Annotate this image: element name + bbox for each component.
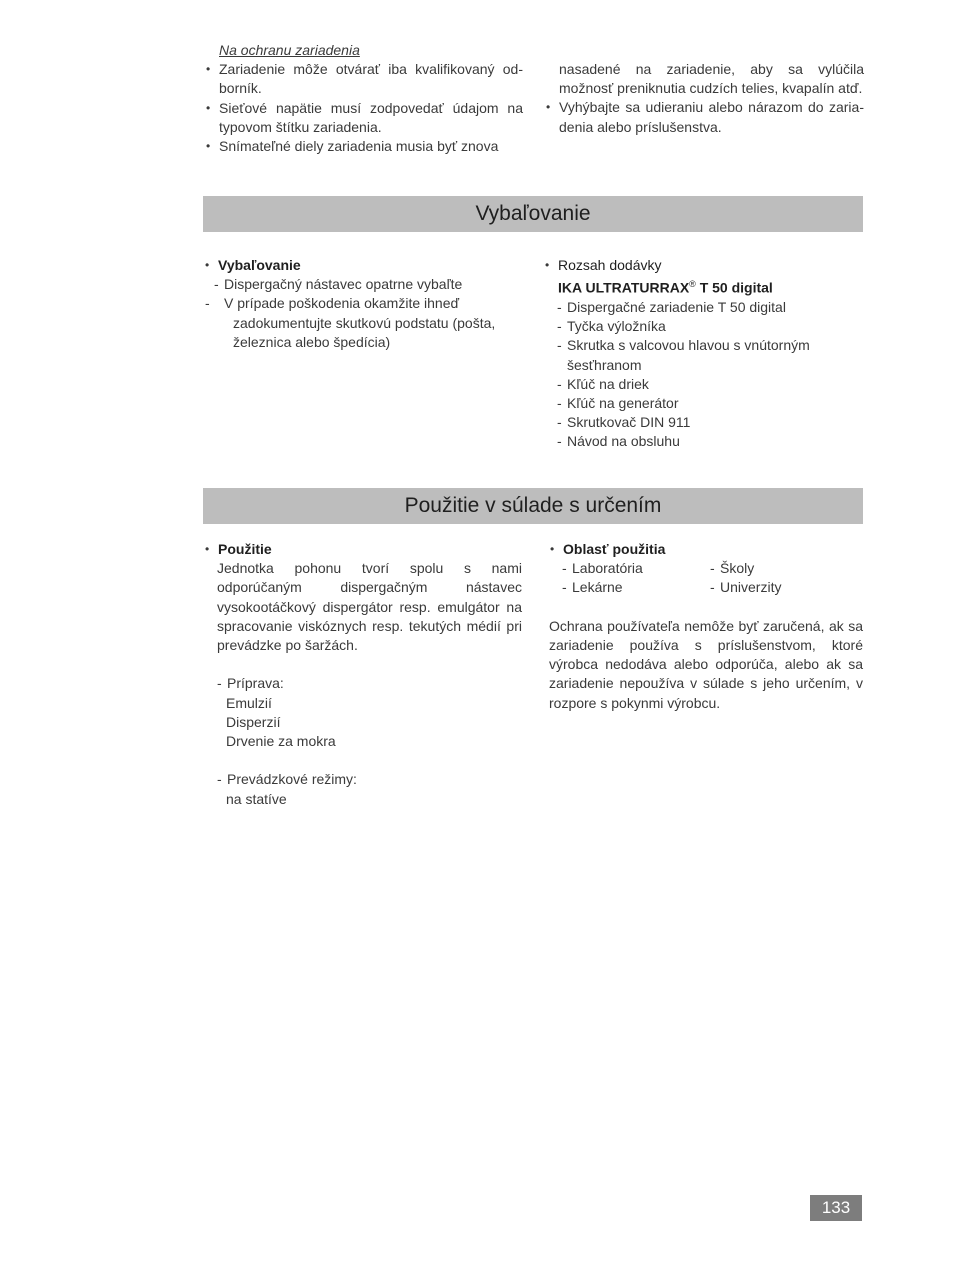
operating-modes-label: - Prevádzkové režimy: [217, 770, 522, 789]
application-area-item: - Univerzity [710, 578, 781, 597]
delivery-item: - Dispergačné zariadenie T 50 digital [557, 298, 863, 317]
protection-continuation: nasadené na zariadenie, aby sa vylúčila možnosť preniknutia cudzích telies, kvapalín atď. [559, 61, 864, 97]
product-model-text: T 50 digital [695, 279, 773, 296]
delivery-item: - Tyčka výložníka [557, 317, 863, 336]
usage-right-column [549, 540, 863, 713]
preparation-label: - Príprava: [217, 674, 522, 693]
unpacking-heading-text: Vybaľovanie [218, 257, 301, 273]
unpacking-heading [205, 256, 525, 275]
usage-heading [205, 540, 522, 559]
preparation-item: Disperzií [226, 713, 281, 730]
delivery-item: - Skrutkovač DIN 911 [557, 413, 863, 432]
preparation-item: Emulzií [226, 694, 272, 711]
unpacking-item: - Dispergačný nástavec opatrne vybaľte [214, 275, 525, 294]
usage-paragraph: Jednotka pohonu tvorí spolu s nami odporúčaným dispergačným nástavec vysokootáčkový dispergátor resp. emulgátor na spracovanie viskóznych resp. tekutých médií pri prevádzke po šaržách. [217, 560, 522, 654]
application-area-item: - Laboratória [562, 559, 710, 578]
usage-heading-text: Použitie [218, 541, 272, 557]
product-name-text: IKA ULTRATURRAX [558, 279, 690, 296]
protection-left-column [206, 41, 523, 156]
application-area-item: - Lekárne [562, 578, 710, 597]
delivery-item: - Návod na obsluhu [557, 432, 863, 451]
protection-item: • Zariadenie môže otvárať iba kvalifikovaný od-borník. [206, 60, 523, 98]
unpacking-item: - V prípade poškodenia okamžite ihneď zadokumentujte skutkovú podstatu (pošta, železnica alebo špedícia) [214, 294, 525, 352]
page-number: 133 [810, 1195, 862, 1221]
section-banner-unpacking: Vybaľovanie [203, 196, 863, 232]
unpacking-left-column [205, 256, 525, 352]
protection-item: • Snímateľné diely zariadenia musia byť znova [206, 137, 523, 156]
operating-mode-item: na statíve [226, 790, 287, 807]
delivery-list [545, 298, 863, 452]
registered-mark: ® [689, 279, 696, 290]
protection-heading: Na ochranu zariadenia [219, 42, 360, 58]
application-area-heading-text: Oblasť použitia [563, 541, 666, 557]
delivery-item: - Kľúč na generátor [557, 394, 863, 413]
product-name [545, 275, 863, 298]
operating-modes-list [205, 790, 522, 809]
application-area-row [562, 578, 863, 597]
delivery-item: - Kľúč na driek [557, 375, 863, 394]
delivery-scope-heading-text: Rozsah dodávky [558, 257, 662, 273]
spacer [205, 751, 522, 770]
delivery-scope-heading [545, 256, 863, 275]
application-area-list [549, 559, 863, 597]
protection-item: • Vyhýbajte sa udieraniu alebo nárazom do zaria-denia alebo príslušenstva. [546, 98, 864, 136]
preparation-item: Drvenie za mokra [226, 733, 336, 750]
preparation-list [205, 694, 522, 752]
protection-right-column [546, 60, 864, 137]
spacer [205, 655, 522, 674]
unpacking-right-column [545, 256, 863, 452]
delivery-item: - Skrutka s valcovou hlavou s vnútorným šesťhranom [557, 336, 863, 374]
application-area-row [562, 559, 863, 578]
spacer [549, 598, 863, 617]
section-banner-usage: Použitie v súlade s určením [203, 488, 863, 524]
usage-left-column [205, 540, 522, 809]
application-area-item: - Školy [710, 559, 754, 578]
application-area-heading [550, 540, 863, 559]
protection-item: • Sieťové napätie musí zodpovedať údajom na typovom štítku zariadenia. [206, 99, 523, 137]
user-protection-note: Ochrana používateľa nemôže byť zaručená, ak sa zariadenie používa s príslušenstvom, ktoré výrobca nedodáva alebo odporúča, alebo ak sa zariadenie nepoužíva v súlade s jeho určením, v rozpore s pokynmi výrobcu. [549, 617, 863, 711]
